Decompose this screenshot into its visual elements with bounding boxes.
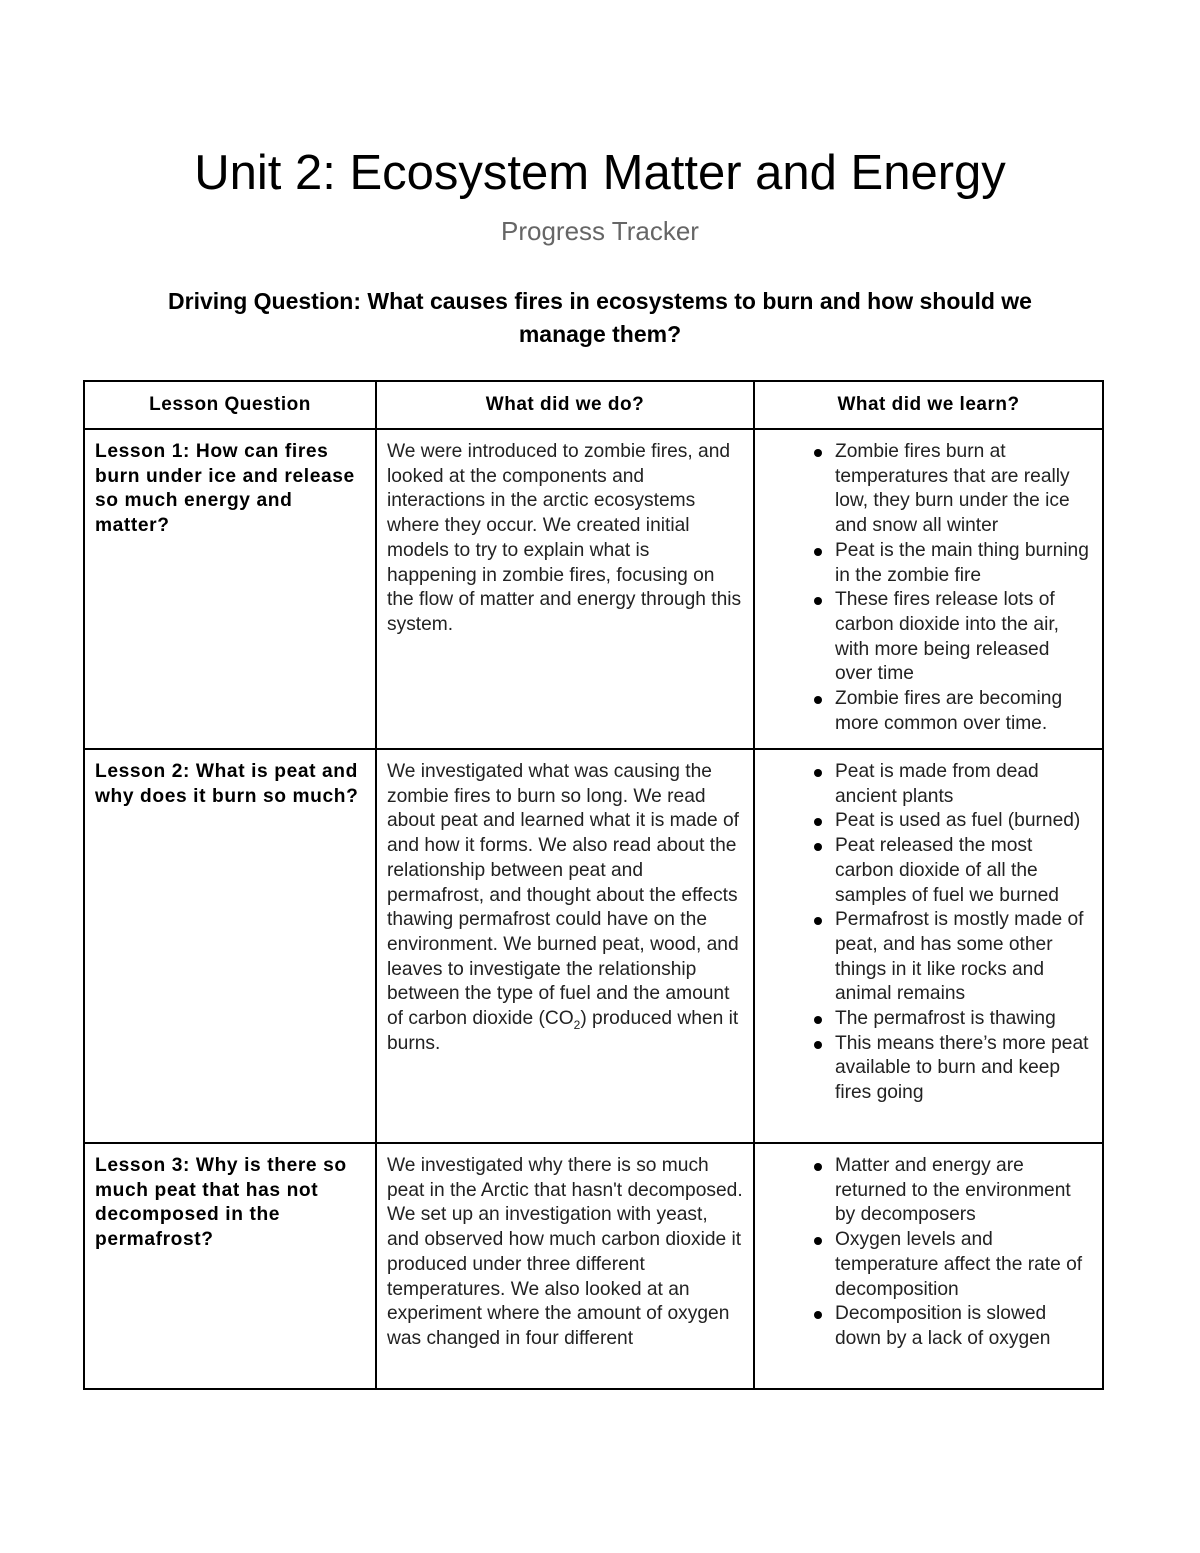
what-did-we-do-cell [376, 1143, 754, 1389]
driving-question: Driving Question: What causes fires in ecosystems to burn and how should we manage them? [168, 288, 1032, 347]
table-row [84, 749, 1103, 1143]
lesson-2-question: Lesson 2: What is peat and why does it burn so much? [95, 761, 359, 807]
what-did-we-learn-cell [754, 1143, 1103, 1389]
column-header-lesson-question: Lesson Question [84, 381, 376, 429]
list-item: Matter and energy are returned to the environment by decomposers [765, 1154, 1092, 1228]
table-row [84, 1143, 1103, 1389]
what-did-we-do-cell [376, 429, 754, 749]
lesson-3-question: Lesson 3: Why is there so much peat that has not decomposed in the permafrost? [95, 1155, 347, 1251]
what-did-we-learn-cell [754, 429, 1103, 749]
what-did-we-learn-cell [754, 749, 1103, 1143]
lesson-3-activities: We investigated why there is so much peat in the Arctic that hasn't decomposed. We set up an investigation with yeast, and observed how much carbon dioxide it produced under three different temperatures. We also looked at an experiment where the amount of oxygen was changed in four different [387, 1155, 743, 1349]
list-item: Zombie fires burn at temperatures that are really low, they burn under the ice and snow all winter [765, 440, 1092, 539]
list-item: These fires release lots of carbon dioxide into the air, with more being released over time [765, 588, 1092, 687]
page-subtitle: Progress Tracker [501, 216, 699, 246]
lesson-2-learnings [755, 750, 1102, 1106]
column-header-what-did-we-learn: What did we learn? [754, 381, 1103, 429]
lesson-2-activities-text: We investigated what was causing the zombie fires to burn so long. We read about peat and learned what it is made of and how it forms. We also read about the relationship between peat and permafrost, and thought about the effects thawing permafrost could have on the environment. We burned peat, wood, and leaves to investigate the relationship between the type of fuel and the amount of carbon dioxide (CO [387, 761, 740, 1030]
lesson-2-activities [377, 750, 753, 1056]
learning-list [765, 440, 1092, 736]
list-item: Permafrost is mostly made of peat, and has some other things in it like rocks and animal remains [765, 908, 1092, 1007]
list-item: This means there’s more peat available to burn and keep fires going [765, 1032, 1092, 1106]
lesson-3-learnings [755, 1144, 1102, 1352]
list-item: Peat is made from dead ancient plants [765, 760, 1092, 809]
lesson-1-question: Lesson 1: How can fires burn under ice and release so much energy and matter? [95, 441, 355, 537]
list-item: Oxygen levels and temperature affect the rate of decomposition [765, 1228, 1092, 1302]
list-item: Zombie fires are becoming more common over time. [765, 687, 1092, 736]
list-item: Peat is used as fuel (burned) [765, 809, 1092, 834]
list-item: The permafrost is thawing [765, 1007, 1092, 1032]
column-header-what-did-we-do: What did we do? [376, 381, 754, 429]
lesson-question-cell [84, 429, 376, 749]
table-row [84, 429, 1103, 749]
learning-list [765, 760, 1092, 1106]
table-header-row [84, 381, 1103, 429]
page-title: Unit 2: Ecosystem Matter and Energy [194, 146, 1006, 200]
learning-list [765, 1154, 1092, 1352]
list-item: Decomposition is slowed down by a lack of oxygen [765, 1302, 1092, 1351]
lesson-1-activities: We were introduced to zombie fires, and looked at the components and interactions in the arctic ecosystems where they occur. We created initial models to try to explain what is happening in zombie fires, focusing on the flow of matter and energy through this system. [387, 441, 742, 635]
lesson-2-activities-text-end: ) produced when it burns. [387, 1008, 739, 1054]
list-item: Peat released the most carbon dioxide of all the samples of fuel we burned [765, 834, 1092, 908]
list-item: Peat is the main thing burning in the zombie fire [765, 539, 1092, 588]
lesson-question-cell [84, 749, 376, 1143]
lesson-1-learnings [755, 430, 1102, 736]
lesson-question-cell [84, 1143, 376, 1389]
what-did-we-do-cell [376, 749, 754, 1143]
co2-subscript: 2 [573, 1017, 581, 1032]
progress-tracker-table [83, 380, 1104, 1390]
